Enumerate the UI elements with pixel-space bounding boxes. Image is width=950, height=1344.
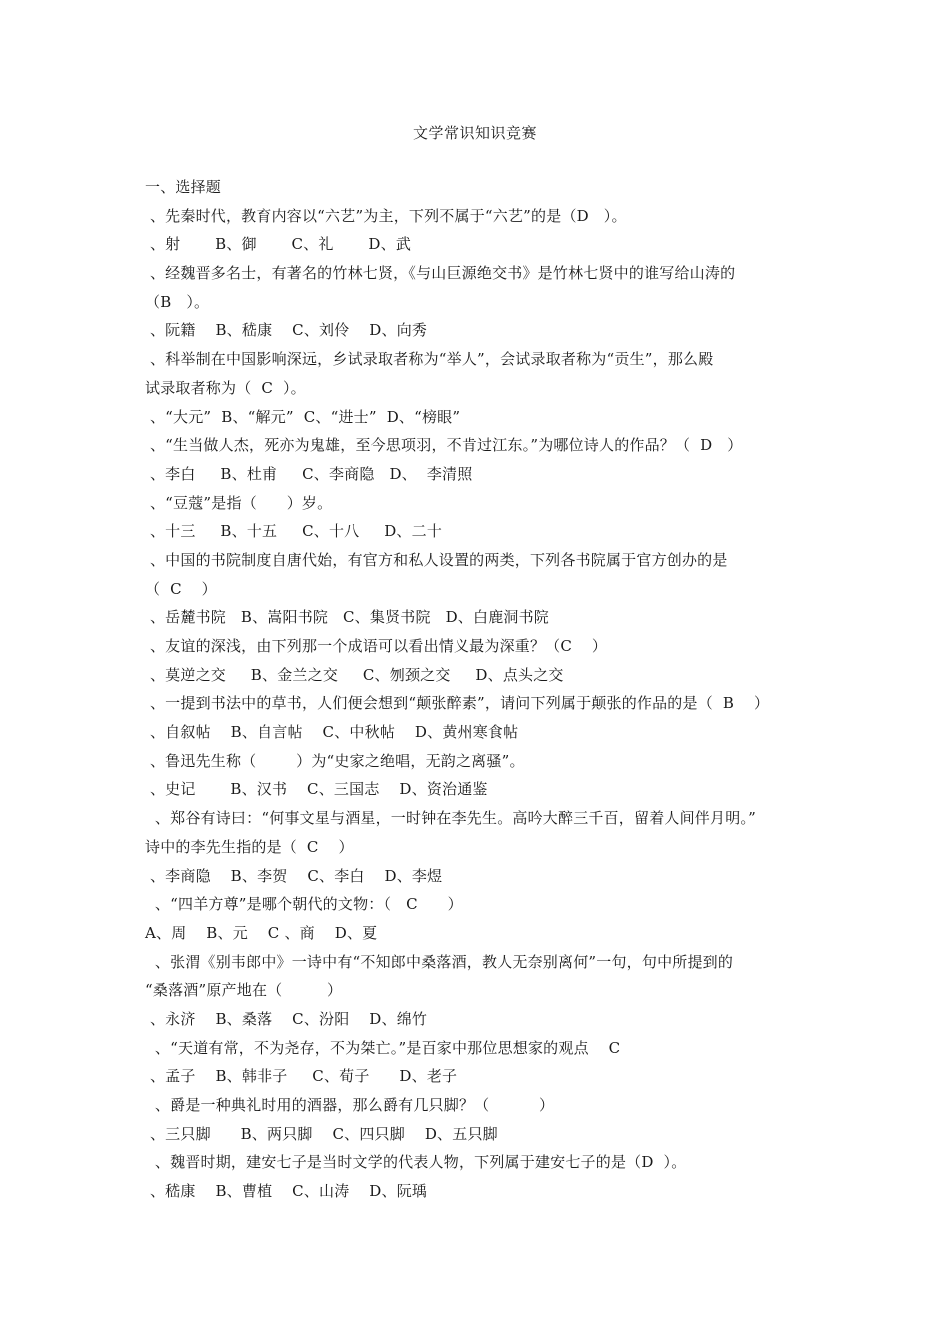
question-line: 诗中的李先生指的是（ C ） xyxy=(145,837,354,856)
options-line: 、阮籍 B、嵇康 C、刘伶 D、向秀 xyxy=(145,321,428,340)
options-line: 、岳麓书院 B、嵩阳书院 C、集贤书院 D、白鹿洞书院 xyxy=(145,608,550,627)
options-line: 、嵇康 B、曹植 C、山涛 D、阮瑀 xyxy=(145,1182,428,1201)
section-heading: 一、选择题 xyxy=(145,178,222,196)
question-line: 、“天道有常，不为尧存，不为桀亡。”是百家中那位思想家的观点 C xyxy=(145,1038,621,1057)
document-body xyxy=(145,173,815,1206)
options-line: 、永济 B、桑落 C、汾阳 D、绵竹 xyxy=(145,1009,428,1028)
options-line: 、史记 B、汉书 C、三国志 D、资治通鉴 xyxy=(145,780,488,799)
options-line: 、“大元” B、“解元” C、“进士” D、“榜眼” xyxy=(145,407,461,426)
options-line: 、十三 B、十五 C、十八 D、二十 xyxy=(145,522,443,541)
options-line: 、三只脚 B、两只脚 C、四只脚 D、五只脚 xyxy=(145,1124,498,1143)
question-line: 、先秦时代，教育内容以“六艺”为主，下列不属于“六艺”的是（D ）。 xyxy=(145,206,627,225)
question-line: 、一提到书法中的草书，人们便会想到“颠张醉素”，请问下列属于颠张的作品的是（ B ） xyxy=(145,694,770,713)
question-line: 、中国的书院制度自唐代始，有官方和私人设置的两类，下列各书院属于官方创办的是 xyxy=(145,550,728,569)
question-line: （B ）。 xyxy=(145,292,210,311)
question-line: 、爵是一种典礼时用的酒器，那么爵有几只脚？（ ） xyxy=(145,1096,555,1114)
question-line: 、“生当做人杰，死亦为鬼雄，至今思项羽，不肯过江东。”为哪位诗人的作品？（ D ） xyxy=(145,436,743,455)
question-line: 、友谊的深浅，由下列那一个成语可以看出情义最为深重？（C ） xyxy=(145,637,608,655)
question-line: 、魏晋时期，建安七子是当时文学的代表人物，下列属于建安七子的是（D ）。 xyxy=(145,1153,687,1172)
question-line: 、经魏晋多名士，有著名的竹林七贤，《与山巨源绝交书》是竹林七贤中的谁写给山涛的 xyxy=(145,264,736,283)
question-line: 、张渭《别韦郎中》一诗中有“不知郎中桑落酒，教人无奈别离何”一句，句中所提到的 xyxy=(145,952,734,971)
options-line: 、射 B、御 C、礼 D、武 xyxy=(145,235,412,254)
options-line: 、自叙帖 B、自言帖 C、中秋帖 D、黄州寒食帖 xyxy=(145,723,519,742)
question-line: 、科举制在中国影响深远，乡试录取者称为“举人”，会试录取者称为“贡生”，那么殿 xyxy=(145,350,714,369)
document-title: 文学常识知识竞赛 xyxy=(412,124,537,142)
question-line: 试录取者称为（ C ）。 xyxy=(145,378,306,397)
question-line: （ C ） xyxy=(145,579,217,598)
options-line: 、孟子 B、韩非子 C、荀子 D、老子 xyxy=(145,1067,458,1086)
options-line: 、李白 B、杜甫 C、李商隐 D、 李清照 xyxy=(145,464,473,483)
question-line: 、“豆蔻”是指（ ）岁。 xyxy=(145,493,333,512)
question-line: 、“四羊方尊”是哪个朝代的文物：（ C ） xyxy=(145,895,463,914)
options-line: 、莫逆之交 B、金兰之交 C、刎颈之交 D、点头之交 xyxy=(145,665,564,684)
options-line: A、周 B、元 C 、商 D、夏 xyxy=(145,923,378,942)
question-line: 、郑谷有诗曰：“何事文星与酒星，一时钟在李先生。高吟大醉三千百，留着人间伴月明。” xyxy=(145,809,756,828)
options-line: 、李商隐 B、李贺 C、李白 D、李煜 xyxy=(145,866,443,885)
question-line: 、鲁迅先生称（ ）为“史家之绝唱，无韵之离骚”。 xyxy=(145,751,525,770)
question-line: “桑落酒”原产地在（ ） xyxy=(145,981,343,1000)
